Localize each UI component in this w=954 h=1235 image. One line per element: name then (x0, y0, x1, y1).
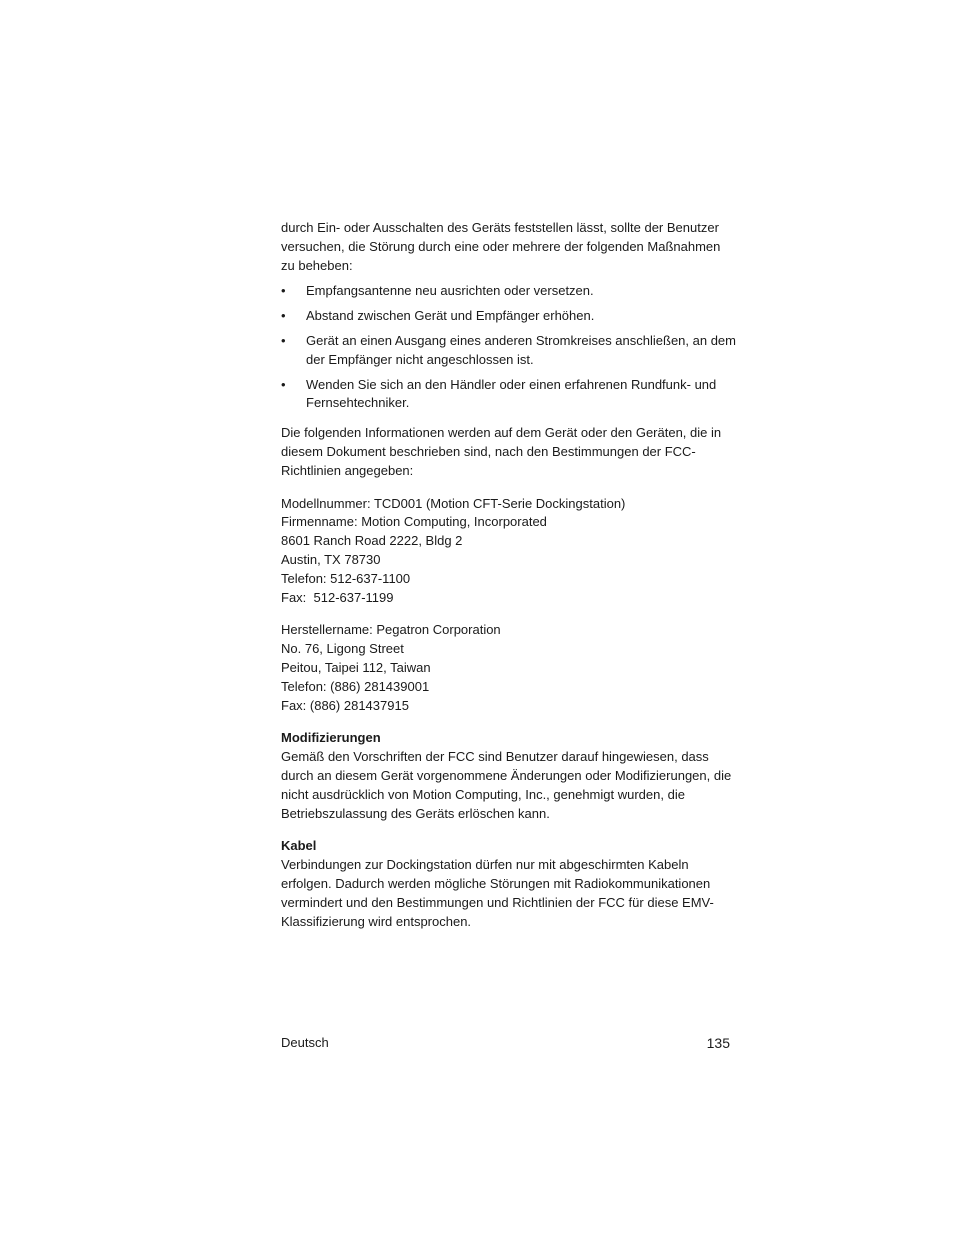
company-line: Firmenname: Motion Computing, Incorporated (281, 514, 547, 530)
modifications-heading: Modifizierungen (281, 730, 381, 746)
manufacturer-line: No. 76, Ligong Street (281, 641, 404, 657)
cables-section (281, 837, 736, 931)
bullet-icon: • (281, 376, 286, 392)
cables-text: Verbindungen zur Dockingstation dürfen nur mit abgeschirmten Kabeln erfolgen. Dadurch werden mögliche Störungen mit Radiokommunikationen vermindert und den Bestimmungen und Richtlinien der FCC für diese EMV-Klassifizierung wird entsprochen. (281, 857, 714, 929)
page-content (281, 219, 736, 945)
page-number: 135 (706, 1035, 730, 1051)
list-item (281, 332, 736, 370)
list-item-text: Empfangsantenne neu ausrichten oder versetzen. (306, 283, 594, 299)
company-address-block (281, 495, 736, 608)
list-item (281, 307, 736, 326)
company-line: 8601 Ranch Road 2222, Bldg 2 (281, 533, 463, 549)
company-line: Austin, TX 78730 (281, 551, 381, 567)
footer-language: Deutsch (281, 1035, 329, 1050)
bullet-icon: • (281, 332, 286, 348)
bullet-icon: • (281, 308, 286, 324)
manufacturer-address-block (281, 621, 736, 715)
manufacturer-line: Telefon: (886) 281439001 (281, 678, 430, 694)
list-item-text: Gerät an einen Ausgang eines anderen Stromkreises anschließen, an dem der Empfänger nicht angeschlossen ist. (306, 332, 736, 367)
bullet-icon: • (281, 283, 286, 299)
list-item (281, 376, 736, 414)
intro-paragraph: durch Ein- oder Ausschalten des Geräts feststellen lässt, sollte der Benutzer versuchen, die Störung durch eine oder mehrere der folgenden Maßnahmen zu beheben: (281, 220, 721, 273)
list-item-text: Abstand zwischen Gerät und Empfänger erhöhen. (306, 308, 595, 324)
cables-heading: Kabel (281, 838, 317, 854)
company-line: Fax: 512-637-1199 (281, 589, 394, 605)
manufacturer-line: Fax: (886) 281437915 (281, 697, 409, 713)
manufacturer-line: Herstellername: Pegatron Corporation (281, 622, 501, 638)
company-line: Telefon: 512-637-1100 (281, 570, 411, 586)
fcc-info-paragraph: Die folgenden Informationen werden auf dem Gerät oder den Geräten, die in diesem Dokument beschrieben sind, nach den Bestimmungen der FCC-Richtlinien angegeben: (281, 425, 722, 478)
manufacturer-line: Peitou, Taipei 112, Taiwan (281, 659, 431, 675)
modifications-text: Gemäß den Vorschriften der FCC sind Benutzer darauf hingewiesen, dass durch an diesem Gerät vorgenommene Änderungen oder Modifizierungen, die nicht ausdrücklich von Motion Computing, Inc., genehmigt wurden, die Betriebszulassung des Geräts erlöschen kann. (281, 749, 732, 821)
remedy-list (281, 282, 736, 413)
modifications-section (281, 729, 736, 823)
company-line: Modellnummer: TCD001 (Motion CFT-Serie Dockingstation) (281, 495, 626, 511)
list-item-text: Wenden Sie sich an den Händler oder einen erfahrenen Rundfunk- und Fernsehtechniker. (306, 376, 717, 411)
list-item (281, 282, 736, 301)
